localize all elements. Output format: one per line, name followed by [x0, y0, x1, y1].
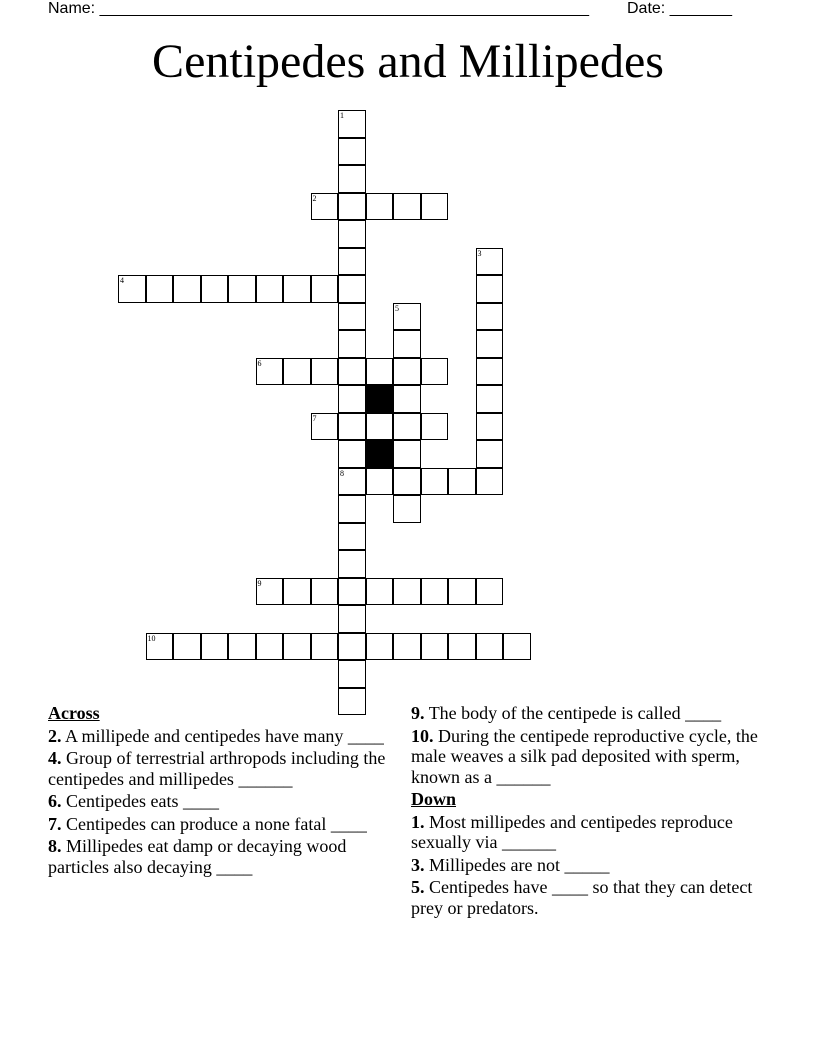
crossword-cell[interactable] [338, 385, 366, 413]
clue-text: Centipedes eats ____ [66, 791, 219, 811]
clue-across-8 [48, 836, 393, 877]
crossword-cell[interactable] [421, 193, 449, 221]
crossword-cell[interactable] [421, 468, 449, 496]
crossword-cell[interactable] [338, 495, 366, 523]
crossword-cell[interactable] [256, 275, 284, 303]
clue-across-2 [48, 726, 393, 747]
clue-number: 6. [48, 791, 62, 811]
clue-number-label: 9 [257, 578, 262, 588]
clue-number-label: 5 [395, 303, 399, 313]
clue-text: During the centipede reproductive cycle, the male weaves a silk pad deposited with sperm, known as a ______ [411, 725, 758, 787]
crossword-cell[interactable] [338, 248, 366, 276]
clue-across-7 [48, 814, 393, 835]
clue-number-label: 3 [477, 248, 482, 258]
crossword-cell[interactable] [338, 605, 366, 633]
clue-number: 4. [48, 748, 62, 768]
crossword-cell[interactable] [338, 275, 366, 303]
crossword-cell[interactable] [311, 275, 339, 303]
crossword-cell[interactable] [366, 468, 394, 496]
clue-text: Most millipedes and centipedes reproduce sexually via ______ [411, 811, 733, 852]
crossword-cell[interactable] [366, 633, 394, 661]
clue-number: 10. [411, 725, 434, 746]
crossword-cell[interactable] [283, 633, 311, 661]
crossword-cell[interactable] [201, 633, 229, 661]
clue-text: A millipede and centipedes have many ____ [65, 725, 384, 746]
clue-number-label: 10 [147, 633, 156, 643]
crossword-cell[interactable] [366, 413, 394, 441]
clue-across-6 [48, 791, 393, 812]
crossword-cell[interactable] [476, 358, 504, 386]
crossword-cell[interactable] [283, 358, 311, 386]
crossword-cell[interactable] [338, 358, 366, 386]
crossword-cell[interactable] [338, 550, 366, 578]
crossword-cell[interactable] [503, 633, 531, 661]
clue-text: Centipedes can produce a none fatal ____ [66, 813, 367, 834]
crossword-cell[interactable] [476, 385, 504, 413]
crossword-cell[interactable] [476, 303, 504, 331]
crossword-cell[interactable] [201, 275, 229, 303]
clue-number-label: 8 [340, 468, 344, 478]
crossword-cell[interactable] [173, 633, 201, 661]
name-field[interactable]: Name: _______________________________________________________ [48, 0, 589, 17]
clue-across-10 [411, 726, 781, 788]
crossword-cell[interactable] [393, 358, 421, 386]
crossword-cell[interactable] [283, 578, 311, 606]
clue-number-label: 7 [312, 413, 317, 423]
crossword-cell[interactable] [228, 275, 256, 303]
crossword-cell[interactable] [476, 578, 504, 606]
crossword-cell[interactable] [393, 413, 421, 441]
crossword-cell[interactable] [338, 660, 366, 688]
crossword-cell[interactable] [256, 633, 284, 661]
crossword-cell[interactable] [173, 275, 201, 303]
crossword-cell[interactable] [476, 633, 504, 661]
clue-text: Millipedes are not _____ [429, 854, 610, 875]
crossword-cell[interactable] [338, 633, 366, 661]
clue-number: 1. [411, 811, 425, 832]
crossword-cell[interactable] [476, 468, 504, 496]
across-heading: Across [48, 703, 100, 723]
crossword-cell[interactable] [476, 413, 504, 441]
crossword-cell[interactable] [393, 330, 421, 358]
crossword-cell[interactable] [421, 578, 449, 606]
clue-text: The body of the centipede is called ____ [428, 703, 722, 723]
crossword-cell[interactable] [338, 193, 366, 221]
clue-number-label: 4 [120, 276, 124, 285]
clue-number-label: 1 [340, 111, 344, 120]
crossword-block [366, 385, 394, 413]
clue-text: Centipedes have ____ so that they can detect prey or predators. [411, 877, 753, 918]
crossword-cell[interactable] [393, 578, 421, 606]
page-title: Centipedes and Millipedes [152, 35, 664, 88]
crossword-cell[interactable] [393, 495, 421, 523]
crossword-cell[interactable] [338, 413, 366, 441]
clues-column-left [48, 703, 393, 879]
clue-text: Group of terrestrial arthropods including the centipedes and millipedes ______ [48, 748, 386, 789]
crossword-cell[interactable] [366, 193, 394, 221]
crossword-cell[interactable] [283, 275, 311, 303]
date-field[interactable]: Date: _______ [627, 0, 732, 17]
crossword-cell[interactable] [448, 578, 476, 606]
crossword-cell[interactable] [311, 578, 339, 606]
crossword-cell[interactable] [393, 633, 421, 661]
clue-number: 7. [48, 813, 62, 834]
crossword-cell[interactable] [421, 413, 449, 441]
crossword-cell[interactable] [338, 303, 366, 331]
crossword-cell[interactable] [228, 633, 256, 661]
crossword-cell[interactable] [448, 633, 476, 661]
clue-across-4 [48, 748, 393, 789]
crossword-cell[interactable] [476, 275, 504, 303]
crossword-cell[interactable] [338, 138, 366, 166]
clue-number-label: 2 [312, 193, 317, 203]
clue-down-1 [411, 812, 781, 853]
clue-text: Millipedes eat damp or decaying wood particles also decaying ____ [48, 836, 347, 877]
crossword-cell[interactable] [338, 440, 366, 468]
down-heading: Down [411, 789, 457, 809]
crossword-cell[interactable] [338, 330, 366, 358]
crossword-cell[interactable] [393, 440, 421, 468]
crossword-cell[interactable] [311, 633, 339, 661]
crossword-cell[interactable] [393, 385, 421, 413]
crossword-cell[interactable] [338, 165, 366, 193]
clue-number: 2. [48, 725, 62, 746]
clue-number: 3. [411, 854, 425, 875]
crossword-cell[interactable] [393, 193, 421, 221]
crossword-block [366, 440, 394, 468]
crossword-cell[interactable] [476, 330, 504, 358]
clue-number: 5. [411, 877, 425, 897]
clue-number-label: 6 [257, 358, 262, 368]
clue-number: 8. [48, 836, 62, 856]
crossword-cell[interactable] [448, 468, 476, 496]
clue-number: 9. [411, 703, 425, 723]
clues-column-right [411, 703, 781, 920]
crossword-cell[interactable] [421, 358, 449, 386]
crossword-cell[interactable] [338, 523, 366, 551]
crossword-cell[interactable] [476, 440, 504, 468]
crossword-cell[interactable] [338, 220, 366, 248]
clue-across-9 [411, 703, 781, 724]
crossword-cell[interactable] [146, 275, 174, 303]
crossword-cell[interactable] [366, 578, 394, 606]
crossword-cell[interactable] [338, 578, 366, 606]
crossword-cell[interactable] [393, 468, 421, 496]
crossword-cell[interactable] [311, 358, 339, 386]
clue-down-3 [411, 855, 781, 876]
clue-down-5 [411, 877, 781, 918]
crossword-cell[interactable] [421, 633, 449, 661]
crossword-cell[interactable] [366, 358, 394, 386]
